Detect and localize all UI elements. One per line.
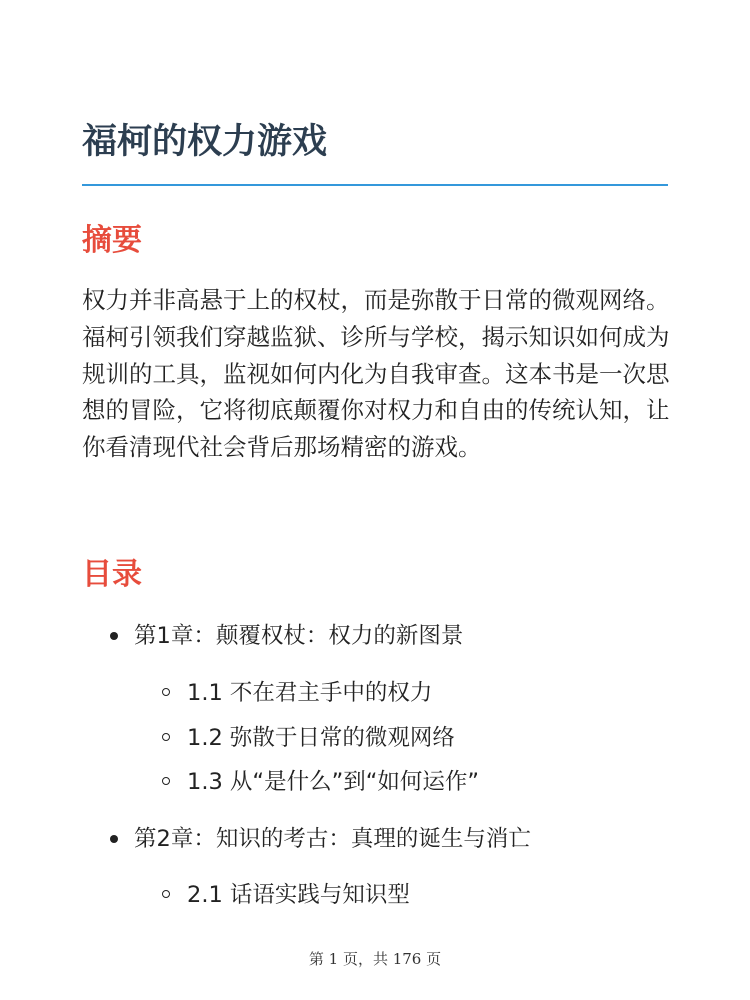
abstract-heading: 摘要 — [82, 223, 142, 258]
toc-section-label: 2.1 话语实践与知识型 — [187, 882, 410, 908]
toc-section-label: 1.2 弥散于日常的微观网络 — [187, 725, 455, 751]
toc-section-label: 1.1 不在君主手中的权力 — [187, 680, 433, 706]
document-title: 福柯的权力游戏 — [82, 122, 328, 162]
toc-chapter-2[interactable] — [134, 824, 531, 854]
toc-chapter-1[interactable] — [134, 621, 463, 651]
toc-section-1-3[interactable] — [187, 767, 479, 797]
bullet-circle-icon — [162, 890, 170, 898]
document-page — [82, 0, 668, 1000]
toc-chapter-label: 第2章：知识的考古：真理的诞生与消亡 — [134, 826, 531, 852]
bullet-disc-icon — [110, 632, 118, 640]
toc-section-2-1[interactable] — [187, 880, 410, 910]
bullet-circle-icon — [162, 733, 170, 741]
bullet-circle-icon — [162, 777, 170, 785]
toc-chapter-label: 第1章：颠覆权杖：权力的新图景 — [134, 623, 464, 649]
toc-section-1-1[interactable] — [187, 678, 432, 708]
title-divider — [82, 184, 668, 186]
toc-section-1-2[interactable] — [187, 723, 455, 753]
bullet-circle-icon — [162, 688, 170, 696]
page-number-footer: 第 1 页，共 176 页 — [308, 950, 442, 968]
abstract-paragraph: 权力并非高悬于上的权杖，而是弥散于日常的微观网络。福柯引领我们穿越监狱、诊所与学校，揭示知识如何成为规训的工具，监视如何内化为自我审查。这本书是一次思想的冒险，它将彻底颠覆你对权力和自由的传统认知，让你看清现代社会背后那场精密的游戏。 — [82, 286, 670, 462]
toc-heading: 目录 — [82, 557, 142, 592]
bullet-disc-icon — [110, 835, 118, 843]
toc-section-label: 1.3 从“是什么”到“如何运作” — [187, 769, 480, 795]
